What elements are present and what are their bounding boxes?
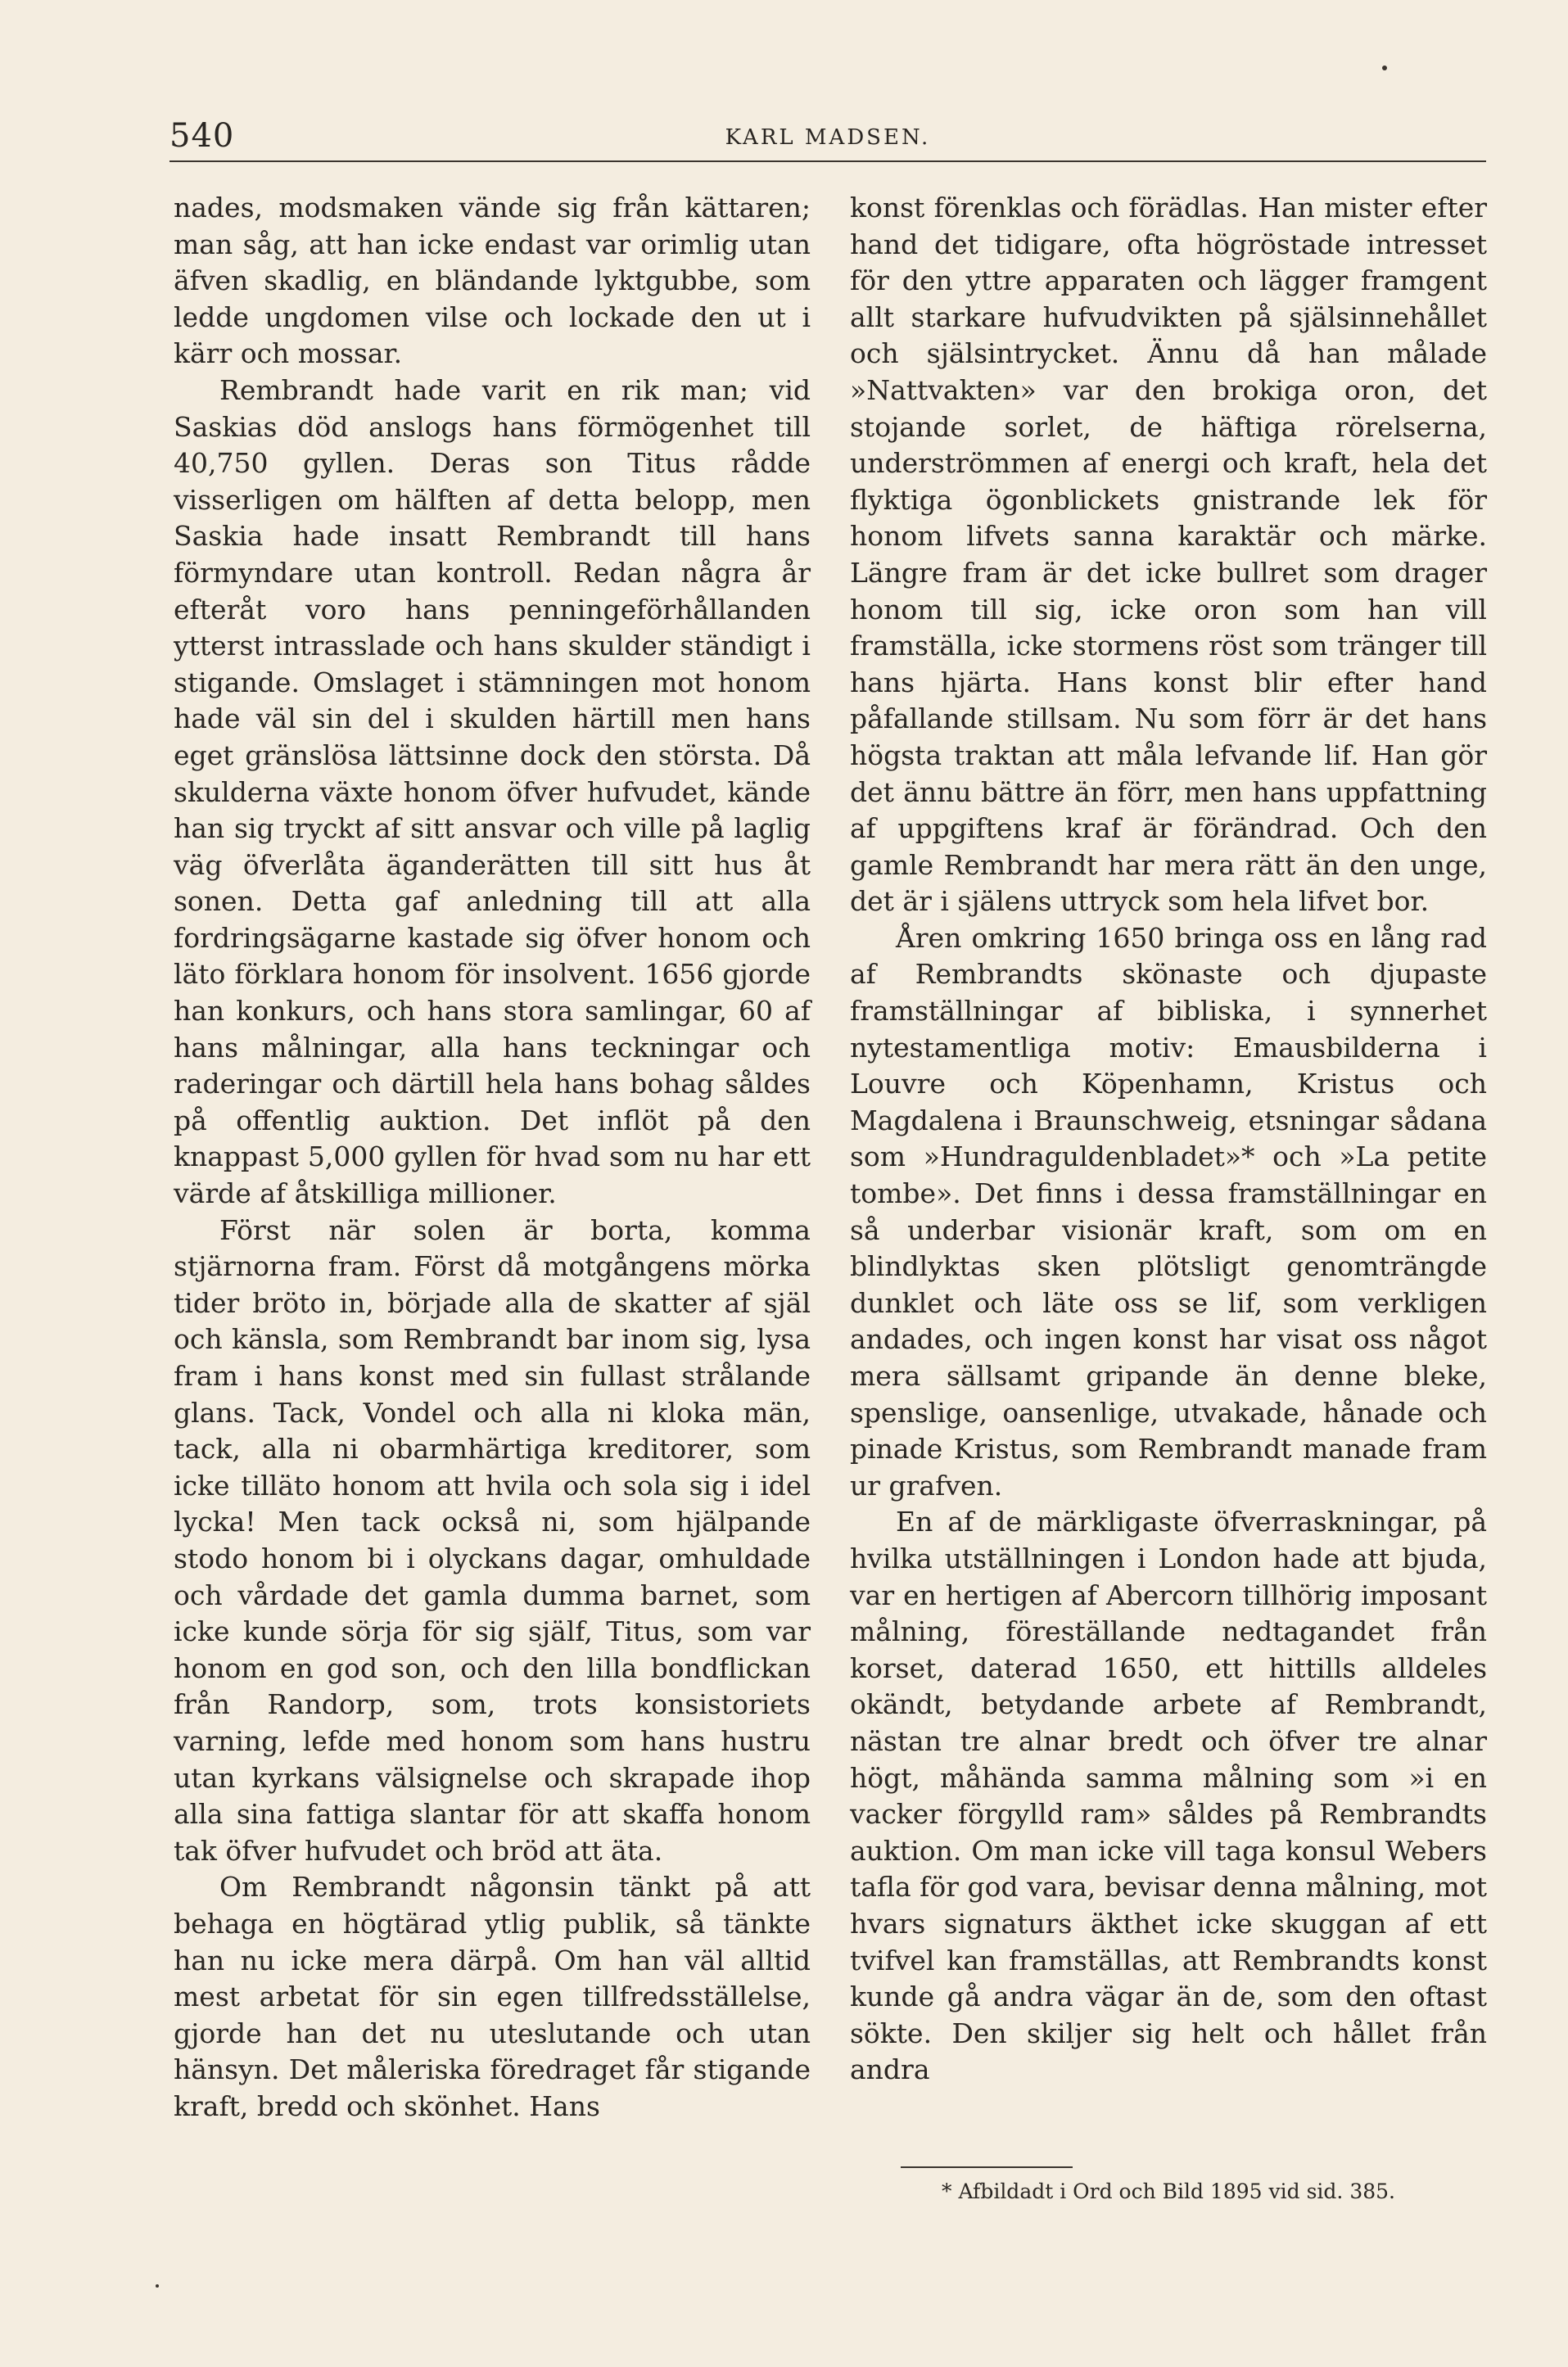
paragraph: konst förenklas och förädlas. Han mister efter hand det tidigare, ofta högröstade intresset för den yttre apparaten och lägger framgent allt starkare hufvudvikten på själsinnehållet och själsintrycket. Ännu då han målade »Nattvakten» var den brokiga oron, det stojande sorlet, de häftiga rörelserna, underströmmen af energi och kraft, hela det flyktiga ögonblickets gnistrande lek för honom lifvets sanna karaktär och märke. Längre fram är det icke bullret som drager honom till sig, icke oron som han vill framställa, icke stormens röst som tränger till hans hjärta. Hans konst blir efter hand påfallande stillsam. Nu som förr är det hans högsta traktan att måla lefvande lif. Han gör det ännu bättre än förr, men hans uppfattning af uppgiftens kraf är förändrad. Och den gamle Rembrandt har mera rätt än den unge, det är i själens uttryck som hela lifvet bor.	[850, 192, 1487, 918]
right-column	[850, 190, 1487, 2089]
print-speck	[1382, 65, 1387, 70]
paragraph: Rembrandt hade varit en rik man; vid Saskias död anslogs hans förmögenhet till 40,750 gyllen. Deras son Titus rådde visserligen om hälften af detta belopp, men Saskia hade insatt Rembrandt till hans förmyndare utan kontroll. Redan några år efteråt voro hans penningeförhållanden ytterst intrasslade och hans skulder ständigt i stigande. Omslaget i stämningen mot honom hade väl sin del i skulden härtill men hans eget gränslösa lättsinne dock den största. Då skulderna växte honom öfver hufvudet, kände han sig tryckt af sitt ansvar och ville på laglig väg öfverlåta äganderätten till sitt hus åt sonen. Detta gaf anledning till att alla fordringsägarne kastade sig öfver honom och läto förklara honom för insolvent. 1656 gjorde han konkurs, och hans stora samlingar, 60 af hans målningar, alla hans teckningar och raderingar och därtill hela hans bohag såldes på offentlig auktion. Det inflöt på den knappast 5,000 gyllen för hvad som nu har ett värde af åtskilliga millioner.	[174, 373, 811, 1210]
print-speck	[156, 2284, 159, 2288]
page-number: 540	[169, 117, 235, 155]
page-header	[169, 111, 1486, 160]
paragraph: Om Rembrandt någonsin tänkt på att behaga en högtärad ytlig publik, så tänkte han nu icke mera därpå. Om han väl alltid mest arbetat för sin egen tillfredsställelse, gjorde han det nu uteslutande och utan hänsyn. Det måleriska föredraget får stigande kraft, bredd och skönhet. Hans	[174, 1871, 811, 2122]
header-rule	[169, 160, 1486, 162]
paragraph: En af de märkligaste öfverraskningar, på hvilka utställningen i London hade att bjuda, var en hertigen af Abercorn tillhörig imposant målning, föreställande nedtagandet från korset, daterad 1650, ett hittills alldeles okändt, betydande arbete af Rembrandt, nästan tre alnar bredt och öfver tre alnar högt, måhända samma målning som »i en vacker förgylld ram» såldes på Rembrandts auktion. Om man icke vill taga konsul Webers tafla för god vara, bevisar denna målning, mot hvars signaturs äkthet icke skuggan af ett tvifvel kan framställas, att Rembrandts konst kunde gå andra vägar än de, som den oftast sökte. Den skiljer sig helt och hållet från andra	[850, 1506, 1487, 2086]
left-column	[174, 190, 811, 2125]
paragraph: Åren omkring 1650 bringa oss en lång rad af Rembrandts skönaste och djupaste framställningar af bibliska, i synnerhet nytestamentliga motiv: Emausbilderna i Louvre och Köpenhamn, Kristus och Magdalena i Braunschweig, etsningar sådana som »Hundraguldenbladet»* och »La petite tombe». Det finns i dessa framställningar en så underbar visionär kraft, som om en blindlyktas sken plötsligt genomträngde dunklet och läte oss se lif, som verkligen andades, och ingen konst har visat oss något mera sällsamt gripande än denne bleke, spenslige, oansenlige, utvakade, hånade och pinade Kristus, som Rembrandt manade fram ur grafven.	[850, 921, 1487, 1502]
paragraph: nades, modsmaken vände sig från kättaren; man såg, att han icke endast var orimlig utan äfven skadlig, en bländande lyktgubbe, som ledde ungdomen vilse och lockade den ut i kärr och mossar.	[174, 192, 811, 370]
running-head: KARL MADSEN.	[725, 125, 931, 150]
footnote: * Afbildadt i Ord och Bild 1895 vid sid. 385.	[942, 2180, 1395, 2203]
footnote-rule	[901, 2166, 1073, 2168]
paragraph: Först när solen är borta, komma stjärnorna fram. Först då motgångens mörka tider bröto in, började alla de skatter af själ och känsla, som Rembrandt bar inom sig, lysa fram i hans konst med sin fullast strålande glans. Tack, Vondel och alla ni kloka män, tack, alla ni obarmhärtiga kreditorer, som icke tilläto honom att hvila och sola sig i idel lycka! Men tack också ni, som hjälpande stodo honom bi i olyckans dagar, omhuldade och vårdade det gamla dumma barnet, som icke kunde sörja för sig själf, Titus, som var honom en god son, och den lilla bondflickan från Randorp, som, trots konsistoriets varning, lefde med honom som hans hustru utan kyrkans välsignelse och skrapade ihop alla sina fattiga slantar för att skaffa honom tak öfver hufvudet och bröd att äta.	[174, 1213, 811, 1867]
